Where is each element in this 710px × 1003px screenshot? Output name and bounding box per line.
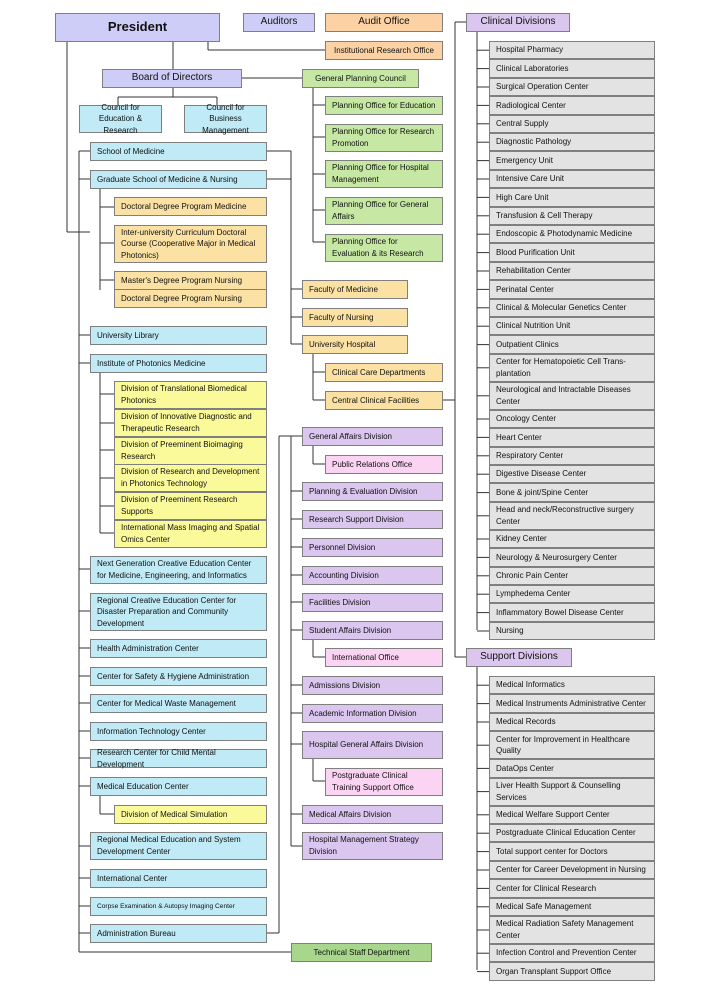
institute-photonics-box[interactable]: Institute of Photonics Medicine — [90, 354, 267, 373]
org-list-item[interactable]: Hospital Pharmacy — [489, 41, 655, 59]
administration-bureau-box[interactable]: Administration Bureau — [90, 924, 267, 943]
org-list-item[interactable]: Kidney Center — [489, 530, 655, 548]
facilities-division-box[interactable]: Facilities Division — [302, 593, 443, 612]
research-support-division-box[interactable]: Research Support Division — [302, 510, 443, 529]
photonics-division-box[interactable]: Division of Translational Biomedical Photonics — [114, 381, 267, 409]
general-planning-council-box[interactable]: General Planning Council — [302, 69, 419, 88]
org-list-item[interactable]: Transfusion & Cell Therapy — [489, 207, 655, 225]
child-mental-center-box[interactable]: Research Center for Child Mental Development — [90, 749, 267, 768]
regional-creative-center-box[interactable]: Regional Creative Education Center for Disaster Preparation and Community Development — [90, 593, 267, 631]
admissions-division-box[interactable]: Admissions Division — [302, 676, 443, 695]
personnel-division-box[interactable]: Personnel Division — [302, 538, 443, 557]
org-list-item[interactable]: Head and neck/Reconstructive surgery Center — [489, 502, 655, 530]
medical-simulation-box[interactable]: Division of Medical Simulation — [114, 805, 267, 824]
org-list-item[interactable]: Medical Welfare Support Center — [489, 806, 655, 824]
program-box[interactable]: Doctoral Degree Program Medicine — [114, 197, 267, 216]
photonics-division-box[interactable]: Division of Research and Development in Photonics Technology — [114, 464, 267, 492]
support-divisions-header[interactable]: Support Divisions — [466, 648, 572, 667]
org-list-item[interactable]: Diagnostic Pathology — [489, 133, 655, 151]
university-library-box[interactable]: University Library — [90, 326, 267, 345]
president-box[interactable]: President — [55, 13, 220, 42]
institutional-research-office-box[interactable]: Institutional Research Office — [325, 41, 443, 60]
org-list-item[interactable]: Lymphedema Center — [489, 585, 655, 603]
program-box[interactable]: Inter-university Curriculum Doctoral Course (Cooperative Major in Medical Photonics) — [114, 225, 267, 263]
general-affairs-division-box[interactable]: General Affairs Division — [302, 427, 443, 446]
photonics-division-box[interactable]: Division of Preeminent Bioimaging Research — [114, 437, 267, 465]
student-affairs-division-box[interactable]: Student Affairs Division — [302, 621, 443, 640]
academic-information-division-box[interactable]: Academic Information Division — [302, 704, 443, 723]
org-list-item[interactable]: Clinical Nutrition Unit — [489, 317, 655, 335]
accounting-division-box[interactable]: Accounting Division — [302, 566, 443, 585]
org-list-item[interactable]: Clinical Laboratories — [489, 59, 655, 77]
hospital-strategy-division-box[interactable]: Hospital Management Strategy Division — [302, 832, 443, 860]
org-list-item[interactable]: Digestive Disease Center — [489, 465, 655, 483]
public-relations-office-box[interactable]: Public Relations Office — [325, 455, 443, 474]
it-center-box[interactable]: Information Technology Center — [90, 722, 267, 741]
medical-affairs-division-box[interactable]: Medical Affairs Division — [302, 805, 443, 824]
council-business-box[interactable]: Council for Business Management — [184, 105, 267, 133]
school-of-medicine-box[interactable]: School of Medicine — [90, 142, 267, 161]
medical-waste-center-box[interactable]: Center for Medical Waste Management — [90, 694, 267, 713]
technical-staff-box[interactable]: Technical Staff Department — [291, 943, 432, 962]
org-list-item[interactable]: Nursing — [489, 622, 655, 640]
org-list-item[interactable]: Neurological and Intractable Diseases Center — [489, 382, 655, 410]
postgraduate-training-office-box[interactable]: Postgraduate Clinical Training Support Office — [325, 768, 443, 796]
auditors-box[interactable]: Auditors — [243, 13, 315, 32]
org-list-item[interactable]: High Care Unit — [489, 188, 655, 206]
graduate-school-box[interactable]: Graduate School of Medicine & Nursing — [90, 170, 267, 189]
program-box[interactable]: Master's Degree Program Nursing — [114, 271, 267, 290]
org-list-item[interactable]: Neurology & Neurosurgery Center — [489, 548, 655, 566]
photonics-division-box[interactable]: International Mass Imaging and Spatial Omics Center — [114, 520, 267, 548]
planning-office-box[interactable]: Planning Office for Education — [325, 96, 443, 115]
program-box[interactable]: Doctoral Degree Program Nursing — [114, 289, 267, 308]
health-admin-center-box[interactable]: Health Administration Center — [90, 639, 267, 658]
org-list-item[interactable]: Medical Radiation Safety Management Center — [489, 916, 655, 944]
clinical-divisions-header[interactable]: Clinical Divisions — [466, 13, 570, 32]
audit-office-box[interactable]: Audit Office — [325, 13, 443, 32]
org-list-item[interactable]: Surgical Operation Center — [489, 78, 655, 96]
org-list-item[interactable]: Liver Health Support & Counselling Services — [489, 778, 655, 806]
org-list-item[interactable]: Central Supply — [489, 115, 655, 133]
org-list-item[interactable]: Center for Hematopoietic Cell Trans-plantation — [489, 354, 655, 382]
org-list-item[interactable]: Rehabilitation Center — [489, 262, 655, 280]
org-list-item[interactable]: Center for Clinical Research — [489, 879, 655, 897]
org-list-item[interactable]: Outpatient Clinics — [489, 335, 655, 353]
planning-office-box[interactable]: Planning Office for Hospital Management — [325, 160, 443, 188]
org-list-item[interactable]: DataOps Center — [489, 759, 655, 777]
corpse-exam-center-box[interactable]: Corpse Examination & Autopsy Imaging Center — [90, 897, 267, 916]
planning-office-box[interactable]: Planning Office for General Affairs — [325, 197, 443, 225]
hospital-general-affairs-box[interactable]: Hospital General Affairs Division — [302, 731, 443, 759]
org-list-item[interactable]: Medical Safe Management — [489, 898, 655, 916]
board-of-directors-box[interactable]: Board of Directors — [102, 69, 242, 88]
faculty-of-medicine-box[interactable]: Faculty of Medicine — [302, 280, 408, 299]
clinical-care-departments-box[interactable]: Clinical Care Departments — [325, 363, 443, 382]
org-list-item[interactable]: Perinatal Center — [489, 280, 655, 298]
council-education-research-box[interactable]: Council for Education & Research — [79, 105, 162, 133]
org-list-item[interactable]: Bone & joint/Spine Center — [489, 483, 655, 501]
international-center-box[interactable]: International Center — [90, 869, 267, 888]
safety-hygiene-center-box[interactable]: Center for Safety & Hygiene Administration — [90, 667, 267, 686]
org-list-item[interactable]: Medical Instruments Administrative Center — [489, 694, 655, 712]
org-list-item[interactable]: Center for Career Development in Nursing — [489, 861, 655, 879]
university-hospital-box[interactable]: University Hospital — [302, 335, 408, 354]
org-list-item[interactable]: Medical Informatics — [489, 676, 655, 694]
org-list-item[interactable]: Medical Records — [489, 713, 655, 731]
org-list-item[interactable]: Organ Transplant Support Office — [489, 962, 655, 980]
org-list-item[interactable]: Oncology Center — [489, 410, 655, 428]
org-list-item[interactable]: Total support center for Doctors — [489, 842, 655, 860]
planning-office-box[interactable]: Planning Office for Evaluation & its Research — [325, 234, 443, 262]
regional-medical-education-box[interactable]: Regional Medical Education and System Development Center — [90, 832, 267, 860]
org-list-item[interactable]: Infection Control and Prevention Center — [489, 944, 655, 962]
org-list-item[interactable]: Radiological Center — [489, 96, 655, 114]
org-list-item[interactable]: Heart Center — [489, 428, 655, 446]
org-list-item[interactable]: Respiratory Center — [489, 447, 655, 465]
org-list-item[interactable]: Center for Improvement in Healthcare Quality — [489, 731, 655, 759]
org-list-item[interactable]: Blood Purification Unit — [489, 243, 655, 261]
org-list-item[interactable]: Postgraduate Clinical Education Center — [489, 824, 655, 842]
planning-office-box[interactable]: Planning Office for Research Promotion — [325, 124, 443, 152]
next-gen-education-center-box[interactable]: Next Generation Creative Education Center for Medicine, Engineering, and Informatics — [90, 556, 267, 584]
org-list-item[interactable]: Chronic Pain Center — [489, 567, 655, 585]
international-office-box[interactable]: International Office — [325, 648, 443, 667]
org-list-item[interactable]: Inflammatory Bowel Disease Center — [489, 603, 655, 621]
central-clinical-facilities-box[interactable]: Central Clinical Facilities — [325, 391, 443, 410]
photonics-division-box[interactable]: Division of Preeminent Research Supports — [114, 492, 267, 520]
org-list-item[interactable]: Endoscopic & Photodynamic Medicine — [489, 225, 655, 243]
medical-education-center-box[interactable]: Medical Education Center — [90, 777, 267, 796]
org-list-item[interactable]: Clinical & Molecular Genetics Center — [489, 299, 655, 317]
planning-evaluation-division-box[interactable]: Planning & Evaluation Division — [302, 482, 443, 501]
photonics-division-box[interactable]: Division of Innovative Diagnostic and Therapeutic Research — [114, 409, 267, 437]
org-list-item[interactable]: Emergency Unit — [489, 151, 655, 169]
org-list-item[interactable]: Intensive Care Unit — [489, 170, 655, 188]
faculty-of-nursing-box[interactable]: Faculty of Nursing — [302, 308, 408, 327]
